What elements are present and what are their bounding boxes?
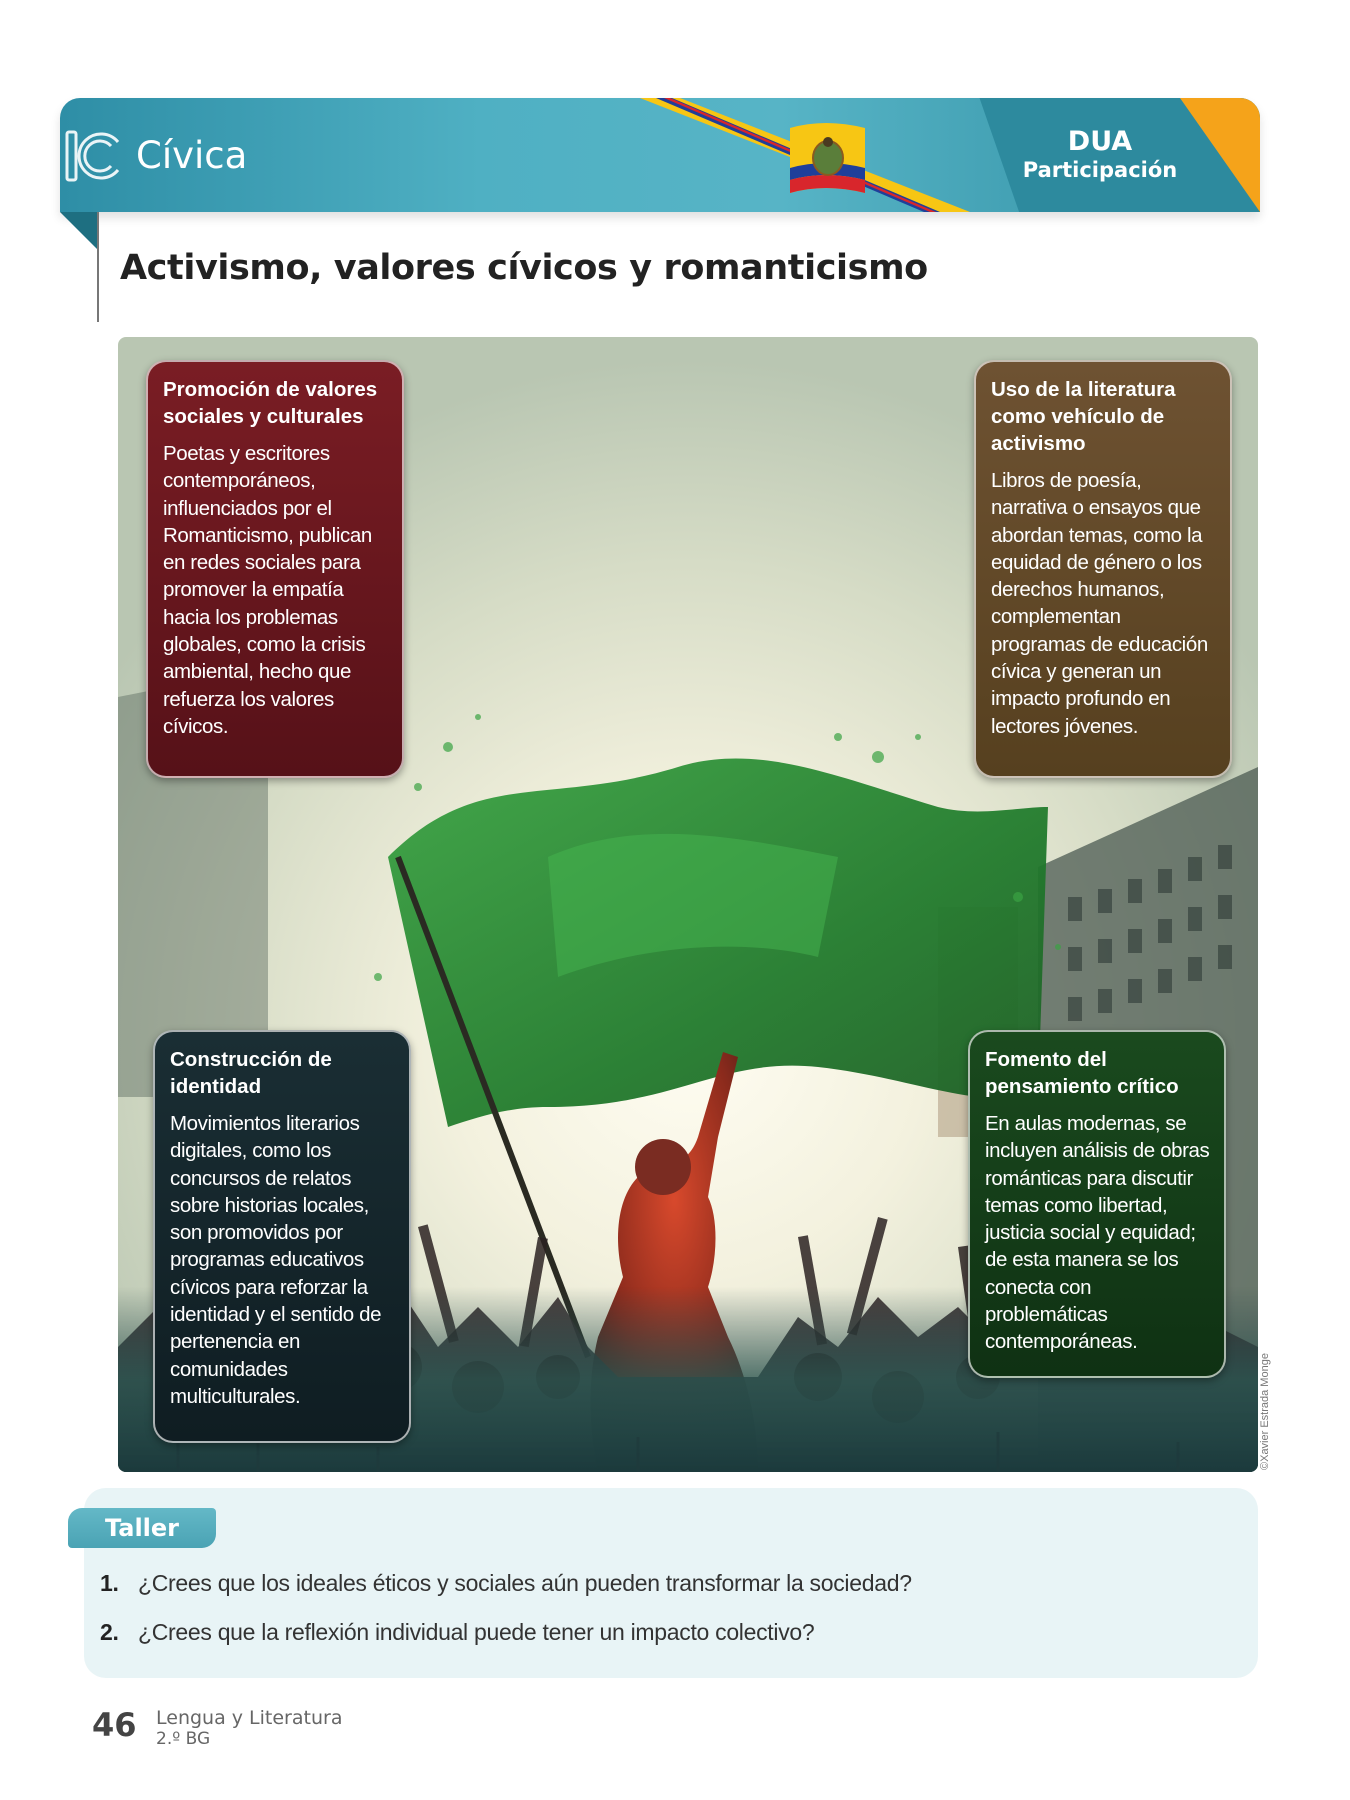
footer-grade: 2.º BG bbox=[156, 1729, 211, 1749]
ic-logo-icon bbox=[64, 128, 124, 184]
image-credit-text: ©Xavier Estrada Monge bbox=[1259, 1353, 1271, 1470]
card-literatura-activismo bbox=[974, 360, 1232, 778]
dua-title: DUA bbox=[1067, 126, 1133, 157]
card-body: En aulas modernas, se incluyen análisis de obras románticas para discutir temas como libertad, justicia social y equidad; de esta manera se los conecta con problemáticas contemporáneas. bbox=[985, 1112, 1210, 1354]
dua-subtitle: Participación bbox=[1022, 158, 1178, 182]
footer-subject: Lengua y Literatura bbox=[156, 1707, 343, 1729]
card-body: Poetas y escritores contemporáneos, influenciados por el Romanticismo, publican en redes sociales para promover la empatía hacia los problemas globales, como la crisis ambiental, hecho que refuerza los valores cívicos. bbox=[163, 442, 372, 738]
question-number: 1. bbox=[100, 1570, 119, 1596]
card-heading: Construcción de identidad bbox=[170, 1048, 332, 1098]
question-number: 2. bbox=[100, 1619, 119, 1645]
image-credit bbox=[1259, 1340, 1271, 1470]
taller-label: Taller bbox=[68, 1508, 216, 1548]
ecuador-flag-ribbon-icon bbox=[640, 98, 1060, 212]
card-heading: Fomento del pensamiento crítico bbox=[985, 1048, 1179, 1098]
question-text: ¿Crees que la reflexión individual puede tener un impacto colectivo? bbox=[138, 1619, 815, 1645]
card-body: Movimientos literarios digitales, como los concursos de relatos sobre historias locales, son promovidos por programas educativos cívicos para reforzar la identidad y el sentido de pertenencia en comunidades multiculturales. bbox=[170, 1112, 382, 1408]
card-fomento-pensamiento bbox=[968, 1030, 1226, 1378]
question-text: ¿Crees que los ideales éticos y sociales aún pueden transformar la sociedad? bbox=[138, 1570, 912, 1596]
card-construccion-identidad bbox=[153, 1030, 411, 1443]
title-rule bbox=[97, 212, 99, 322]
card-heading: Uso de la literatura como vehículo de activismo bbox=[991, 378, 1176, 455]
card-promocion-valores bbox=[146, 360, 404, 778]
card-heading: Promoción de valores sociales y culturales bbox=[163, 378, 378, 428]
card-body: Libros de poesía, narrativa o ensayos que abordan temas, como la equidad de género o los derechos humanos, complementan programas de educación cívica y generan un impacto profundo en lectores jóvenes. bbox=[991, 469, 1208, 738]
banner-fold bbox=[60, 212, 98, 250]
section-name: Cívica bbox=[136, 134, 248, 177]
page-title: Activismo, valores cívicos y romanticismo bbox=[120, 248, 928, 288]
page-number: 46 bbox=[92, 1706, 137, 1744]
